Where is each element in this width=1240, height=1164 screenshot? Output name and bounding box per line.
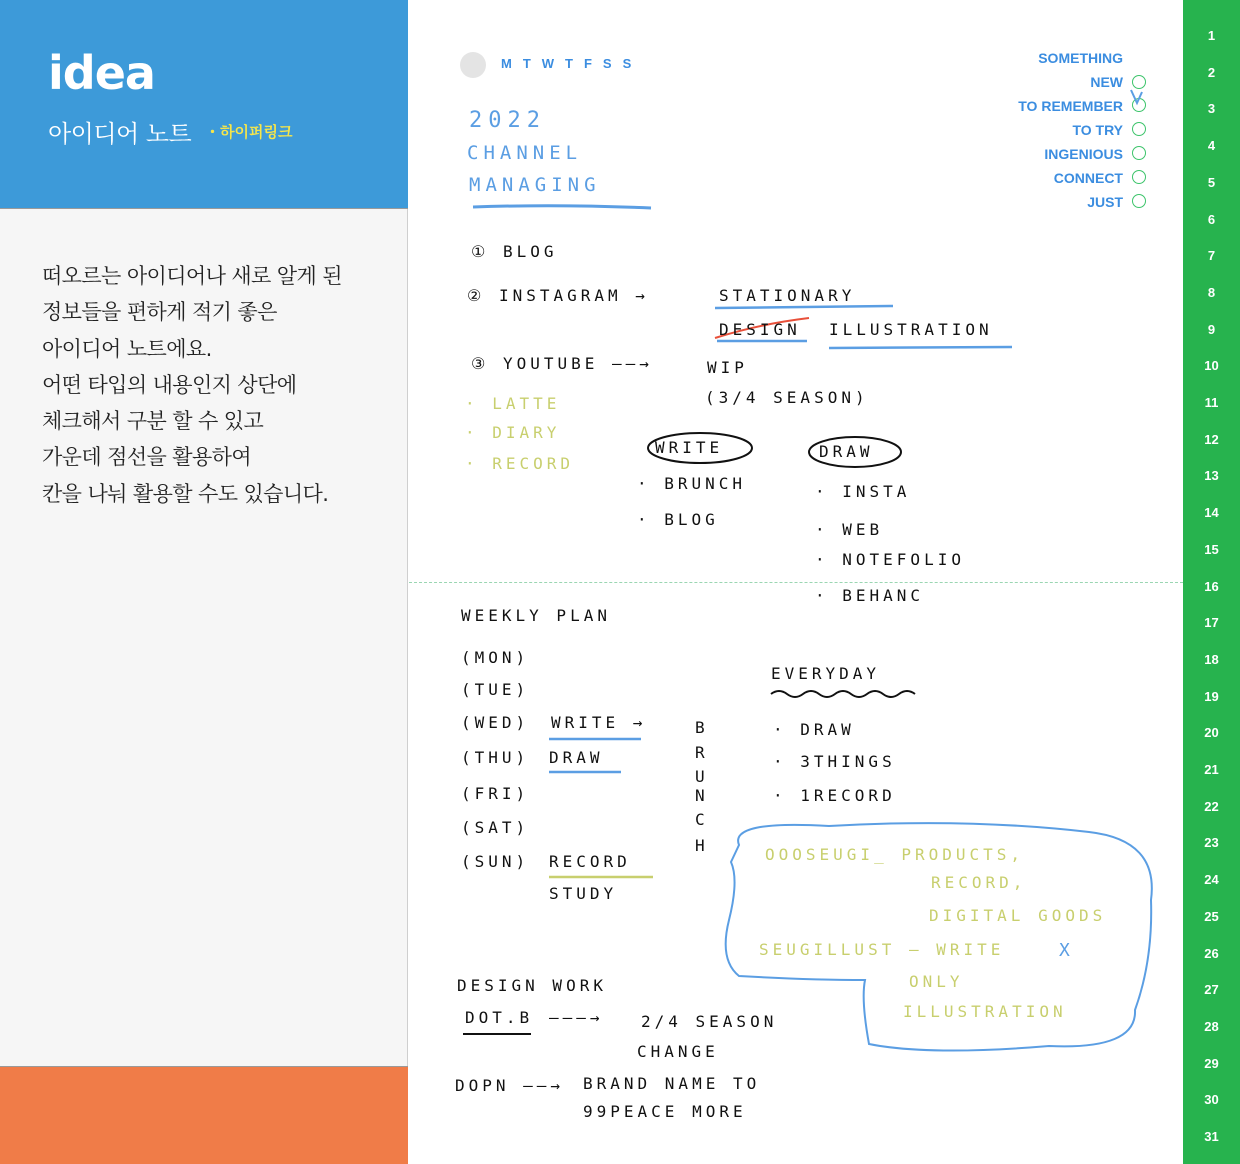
date-tab-17[interactable]: 17 <box>1204 615 1219 631</box>
date-tab-20[interactable]: 20 <box>1204 725 1219 741</box>
date-tab-27[interactable]: 27 <box>1204 982 1219 998</box>
date-tab-3[interactable]: 3 <box>1207 101 1216 117</box>
note-season-34: (3/4 SEASON) <box>705 388 869 407</box>
check-label-ingenious: INGENIOUS <box>1044 146 1123 162</box>
note-cloud-illustration: ILLUSTRATION <box>903 1002 1067 1021</box>
header-block <box>0 0 408 209</box>
date-tab-4[interactable]: 4 <box>1207 138 1216 154</box>
description-line: 체크해서 구분 할 수 있고 <box>42 409 264 434</box>
note-title-channel: CHANNEL <box>467 142 583 164</box>
note-design-work: DESIGN WORK <box>457 976 607 995</box>
note-latte: · LATTE <box>465 394 561 413</box>
everyday-wave <box>771 691 915 697</box>
note-dotb: DOT.B <box>465 1008 534 1027</box>
description <box>42 258 387 512</box>
note-design: DESIGN <box>719 320 801 339</box>
note-illustration: ILLUSTRATION <box>829 320 993 339</box>
note-cloud-digital-goods: DIGITAL GOODS <box>929 906 1107 925</box>
note-brunch-vertical-c: C <box>695 810 709 829</box>
date-tab-2[interactable]: 2 <box>1207 64 1216 80</box>
date-tab-21[interactable]: 21 <box>1204 762 1219 777</box>
note-youtube: ③ YOUTUBE ——→ <box>471 354 653 373</box>
note-brunch-vertical-r: R <box>695 743 709 762</box>
weekday-selector[interactable]: MTWTFSS <box>501 56 643 71</box>
check-label-to-try: TO TRY <box>1072 122 1123 138</box>
check-label-to-remember: TO REMEMBER <box>1018 98 1123 114</box>
note-title-managing: MANAGING <box>469 174 601 196</box>
note-cloud-record: RECORD, <box>931 873 1027 892</box>
date-tab-1[interactable]: 1 <box>1207 28 1216 43</box>
date-tab-13[interactable]: 13 <box>1204 468 1219 484</box>
note-sun-record: RECORD <box>549 852 631 871</box>
note-study: STUDY <box>549 884 618 903</box>
note-page <box>409 0 1183 1164</box>
date-tab-28[interactable]: 28 <box>1204 1018 1219 1034</box>
date-index-strip <box>1183 0 1240 1164</box>
note-web: · WEB <box>815 520 884 539</box>
note-brunch-vertical-u: U <box>695 767 709 786</box>
date-tab-6[interactable]: 6 <box>1207 211 1216 227</box>
note-fri: (FRI) <box>461 784 530 803</box>
date-tab-11[interactable]: 11 <box>1204 395 1219 410</box>
date-tab-15[interactable]: 15 <box>1204 541 1219 557</box>
check-label-new: NEW <box>1090 74 1123 90</box>
page-title: idea <box>48 46 155 100</box>
date-tab-31[interactable]: 31 <box>1204 1129 1219 1144</box>
hyperlink[interactable]: ・하이퍼링크 <box>205 123 293 141</box>
note-thu-draw: DRAW <box>549 748 604 767</box>
description-line: 어떤 타입의 내용인지 상단에 <box>42 372 297 397</box>
date-tab-30[interactable]: 30 <box>1204 1092 1219 1108</box>
check-label-connect: CONNECT <box>1053 170 1123 186</box>
note-tue: (TUE) <box>461 680 530 699</box>
check-mark-icon <box>1131 90 1142 103</box>
note-dotb-arrow: ———→ <box>549 1008 604 1027</box>
date-tab-25[interactable]: 25 <box>1204 908 1219 924</box>
note-brunch-vertical-b: B <box>695 718 709 737</box>
note-wed-write: WRITE → <box>551 713 647 732</box>
note-everyday: EVERYDAY <box>771 664 881 683</box>
note-brunch-vertical-n: N <box>695 786 709 805</box>
note-record: · RECORD <box>465 454 575 473</box>
note-instagram: ② INSTAGRAM → <box>467 286 649 305</box>
note-cloud-products: OOOSEUGI_ PRODUCTS, <box>765 845 1025 864</box>
note-write-bubble-label: WRITE <box>655 438 724 457</box>
note-everyday-draw: · DRAW <box>773 720 855 739</box>
date-tab-26[interactable]: 26 <box>1204 945 1219 961</box>
note-draw-bubble-label: DRAW <box>819 442 874 461</box>
date-tab-8[interactable]: 8 <box>1207 284 1216 300</box>
date-tab-24[interactable]: 24 <box>1204 872 1219 888</box>
date-tab-18[interactable]: 18 <box>1204 651 1219 667</box>
stationary-underline <box>715 306 893 308</box>
date-tab-22[interactable]: 22 <box>1204 798 1219 814</box>
note-diary: · DIARY <box>465 423 561 442</box>
date-tab-14[interactable]: 14 <box>1204 505 1219 521</box>
footer-block <box>0 1066 408 1164</box>
note-change: CHANGE <box>637 1042 719 1061</box>
note-dopn: DOPN ——→ <box>455 1076 565 1095</box>
cross-mark-icon: X <box>1059 940 1074 961</box>
check-label-just: JUST <box>1087 194 1123 210</box>
note-wed: (WED) <box>461 713 530 732</box>
note-weekly-plan: WEEKLY PLAN <box>461 606 611 625</box>
note-sat: (SAT) <box>461 818 530 837</box>
note-insta: · INSTA <box>815 482 911 501</box>
note-sun: (SUN) <box>461 852 530 871</box>
note-everyday-1record: · 1RECORD <box>773 786 896 805</box>
date-tab-23[interactable]: 23 <box>1204 835 1219 851</box>
note-mon: (MON) <box>461 648 530 667</box>
note-blog-item: · BLOG <box>637 510 719 529</box>
title-underline <box>473 206 651 208</box>
note-everyday-3things: · 3THINGS <box>773 752 896 771</box>
note-99peace: 99PEACE MORE <box>583 1102 747 1121</box>
description-line: 칸을 나눠 활용할 수도 있습니다. <box>42 481 329 506</box>
note-thu: (THU) <box>461 748 530 767</box>
description-line: 떠오르는 아이디어나 새로 알게 된 <box>42 264 342 288</box>
date-tab-19[interactable]: 19 <box>1204 688 1219 704</box>
note-brunch-vertical-h: H <box>695 836 709 855</box>
date-tab-7[interactable]: 7 <box>1207 248 1216 264</box>
note-title-year: 2022 <box>469 108 546 133</box>
page-subtitle: 아이디어 노트 <box>48 120 192 148</box>
date-tab-12[interactable]: 12 <box>1204 431 1219 447</box>
note-stationary: STATIONARY <box>719 286 856 305</box>
date-tab-5[interactable]: 5 <box>1207 174 1216 190</box>
note-cloud-only: ONLY <box>909 972 964 991</box>
note-wip: WIP <box>707 358 748 377</box>
date-tab-16[interactable]: 16 <box>1204 578 1219 594</box>
note-behanc: · BEHANC <box>815 586 925 605</box>
note-brunch: · BRUNCH <box>637 474 747 493</box>
note-blog: ① BLOG <box>471 242 558 261</box>
left-panel <box>0 0 408 1164</box>
description-line: 정보들을 편하게 적기 좋은 <box>42 300 277 325</box>
illustration-underline <box>829 347 1012 348</box>
description-line: 가운데 점선을 활용하여 <box>42 445 252 470</box>
check-label-something: SOMETHING <box>1038 50 1123 66</box>
date-tab-29[interactable]: 29 <box>1204 1055 1219 1071</box>
description-line: 아이디어 노트에요. <box>42 336 212 361</box>
note-cloud-seugillust: SEUGILLUST — WRITE <box>759 940 1005 959</box>
note-brand-name: BRAND NAME TO <box>583 1074 761 1093</box>
note-notefolio: · NOTEFOLIO <box>815 550 965 569</box>
date-tab-9[interactable]: 9 <box>1207 321 1216 337</box>
date-tab-10[interactable]: 10 <box>1204 358 1219 374</box>
note-season-24: 2/4 SEASON <box>641 1012 778 1031</box>
